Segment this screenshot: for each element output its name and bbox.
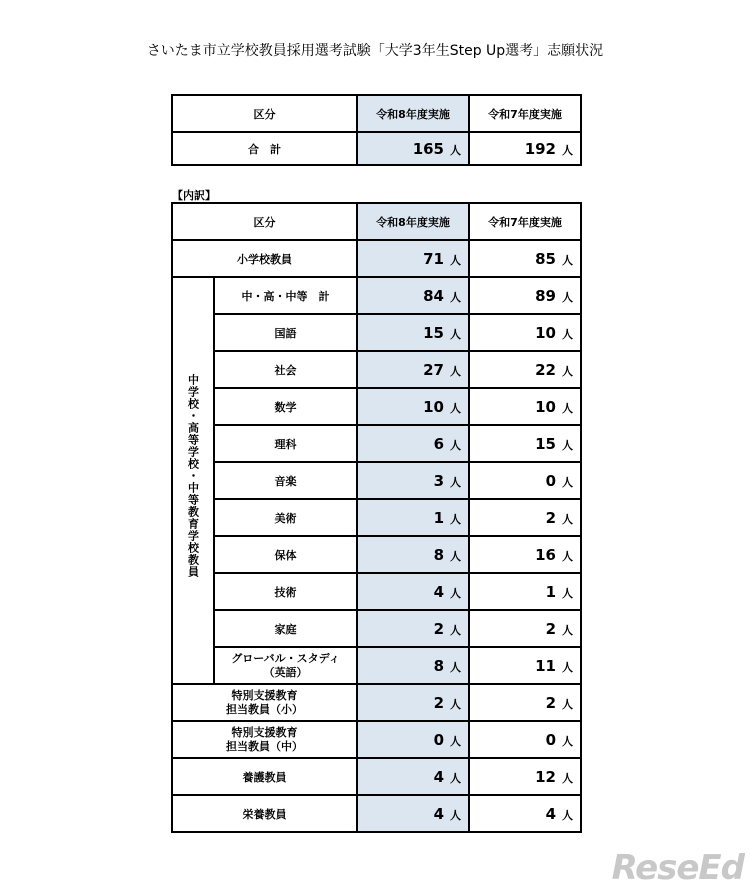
r8-value: 71 [423,249,444,268]
r8-value: 10 [423,397,444,416]
unit: 人 [450,586,461,600]
unit: 人 [562,364,573,378]
r7-cell [469,351,581,388]
unit: 人 [450,475,461,489]
row-label [214,647,357,684]
unit: 人 [450,549,461,563]
r8-value: 2 [433,693,444,712]
row-label-line1: グローバル・スタディ [231,651,340,665]
row-label-line2: 担当教員（中） [226,739,303,753]
row-label: 小学校教員 [172,240,357,277]
row-label-line2: （英語） [263,665,308,679]
r7-cell [469,462,581,499]
header-category: 区分 [172,203,357,240]
group-label: 中学校・高等学校・中等教育学校教員 [186,374,200,578]
row-label: 理科 [214,425,357,462]
r7-value: 0 [545,471,556,490]
r8-cell [357,351,469,388]
r8-value: 3 [433,471,444,490]
unit: 人 [562,253,573,267]
table-row [172,314,581,351]
unit: 人 [450,253,461,267]
r8-value: 15 [423,323,444,342]
row-label: 社会 [214,351,357,388]
r7-value: 4 [545,804,556,823]
r8-cell [357,536,469,573]
table-row [172,758,581,795]
row-label: 養護教員 [172,758,357,795]
header-r7: 令和7年度実施 [469,95,581,132]
table-row [172,240,581,277]
unit: 人 [562,586,573,600]
r7-cell [469,758,581,795]
r8-value: 1 [433,508,444,527]
table-row [172,684,581,721]
r8-cell [357,684,469,721]
unit: 人 [450,364,461,378]
table-row [172,388,581,425]
r7-cell [469,277,581,314]
r7-value: 15 [535,434,556,453]
r8-value: 8 [433,545,444,564]
r7-cell [469,425,581,462]
group-label-cell [172,277,214,684]
unit: 人 [450,327,461,341]
unit: 人 [562,771,573,785]
r7-cell [469,314,581,351]
unit: 人 [562,512,573,526]
unit: 人 [450,771,461,785]
r8-value: 27 [423,360,444,379]
row-label-line1: 特別支援教育 [231,725,298,739]
table-row [172,795,581,832]
header-r8: 令和8年度実施 [357,203,469,240]
r8-cell [357,277,469,314]
r8-value: 8 [433,656,444,675]
unit: 人 [450,660,461,674]
row-label: 音楽 [214,462,357,499]
r8-cell [357,795,469,832]
table-row [172,351,581,388]
row-label-line1: 特別支援教育 [231,688,298,702]
r7-value: 1 [545,582,556,601]
unit: 人 [450,808,461,822]
r7-cell [469,721,581,758]
unit: 人 [562,808,573,822]
table-row [172,721,581,758]
unit: 人 [450,401,461,415]
unit: 人 [562,697,573,711]
table-row [172,277,581,314]
r7-value: 16 [535,545,556,564]
r7-cell [469,240,581,277]
r8-cell [357,425,469,462]
unit: 人 [450,290,461,304]
r8-cell [357,462,469,499]
r7-cell [469,536,581,573]
r7-value: 2 [545,619,556,638]
table-row [172,425,581,462]
header-r8: 令和8年度実施 [357,95,469,132]
r7-value: 10 [535,397,556,416]
row-label: 国語 [214,314,357,351]
unit: 人 [450,623,461,637]
r8-value: 6 [433,434,444,453]
header-category: 区分 [172,95,357,132]
unit: 人 [562,475,573,489]
r7-value: 89 [535,286,556,305]
total-r7-value: 192 [524,139,556,158]
unit: 人 [562,290,573,304]
total-r7 [469,132,581,165]
total-r8 [357,132,469,165]
row-label: 技術 [214,573,357,610]
r8-value: 0 [433,730,444,749]
total-label: 合 計 [172,132,357,165]
r7-cell [469,647,581,684]
r8-cell [357,314,469,351]
r7-cell [469,684,581,721]
r8-cell [357,499,469,536]
unit: 人 [562,327,573,341]
table-row [172,462,581,499]
r8-cell [357,758,469,795]
r8-value: 84 [423,286,444,305]
table-row [172,536,581,573]
unit: 人 [562,438,573,452]
breakdown-header-row [172,203,581,240]
r7-value: 22 [535,360,556,379]
unit: 人 [562,143,573,157]
resed-logo: ReseEd [611,848,744,888]
unit: 人 [562,623,573,637]
r7-value: 0 [545,730,556,749]
r7-cell [469,795,581,832]
unit: 人 [450,512,461,526]
unit: 人 [562,734,573,748]
r7-cell [469,499,581,536]
r7-cell [469,388,581,425]
r7-cell [469,610,581,647]
table-row [172,573,581,610]
total-r8-value: 165 [412,139,444,158]
unit: 人 [562,660,573,674]
r8-cell [357,721,469,758]
table-row [172,647,581,684]
unit: 人 [450,438,461,452]
row-label [172,684,357,721]
row-label-line2: 担当教員（小） [226,702,303,716]
unit: 人 [562,401,573,415]
r7-value: 11 [535,656,556,675]
r8-cell [357,573,469,610]
unit: 人 [562,549,573,563]
r8-cell [357,240,469,277]
r8-value: 4 [433,582,444,601]
table-row [172,610,581,647]
r7-value: 85 [535,249,556,268]
total-row [172,132,581,165]
header-r7: 令和7年度実施 [469,203,581,240]
unit: 人 [450,697,461,711]
row-label: 数学 [214,388,357,425]
summary-table [171,94,582,166]
page-title: さいたま市立学校教員採用選考試験「大学3年生Step Up選考」志願状況 [146,43,604,59]
r8-cell [357,610,469,647]
r8-cell [357,388,469,425]
row-label: 栄養教員 [172,795,357,832]
r7-value: 12 [535,767,556,786]
r7-value: 2 [545,508,556,527]
r8-value: 4 [433,804,444,823]
unit: 人 [450,734,461,748]
r7-value: 10 [535,323,556,342]
row-label: 家庭 [214,610,357,647]
r8-cell [357,647,469,684]
row-label [172,721,357,758]
r7-value: 2 [545,693,556,712]
summary-header-row [172,95,581,132]
unit: 人 [450,143,461,157]
breakdown-table [171,202,582,833]
row-label: 保体 [214,536,357,573]
row-label: 美術 [214,499,357,536]
r8-value: 2 [433,619,444,638]
table-row [172,499,581,536]
row-label: 中・高・中等 計 [214,277,357,314]
r8-value: 4 [433,767,444,786]
r7-cell [469,573,581,610]
section-label: 【内訳】 [172,189,216,202]
